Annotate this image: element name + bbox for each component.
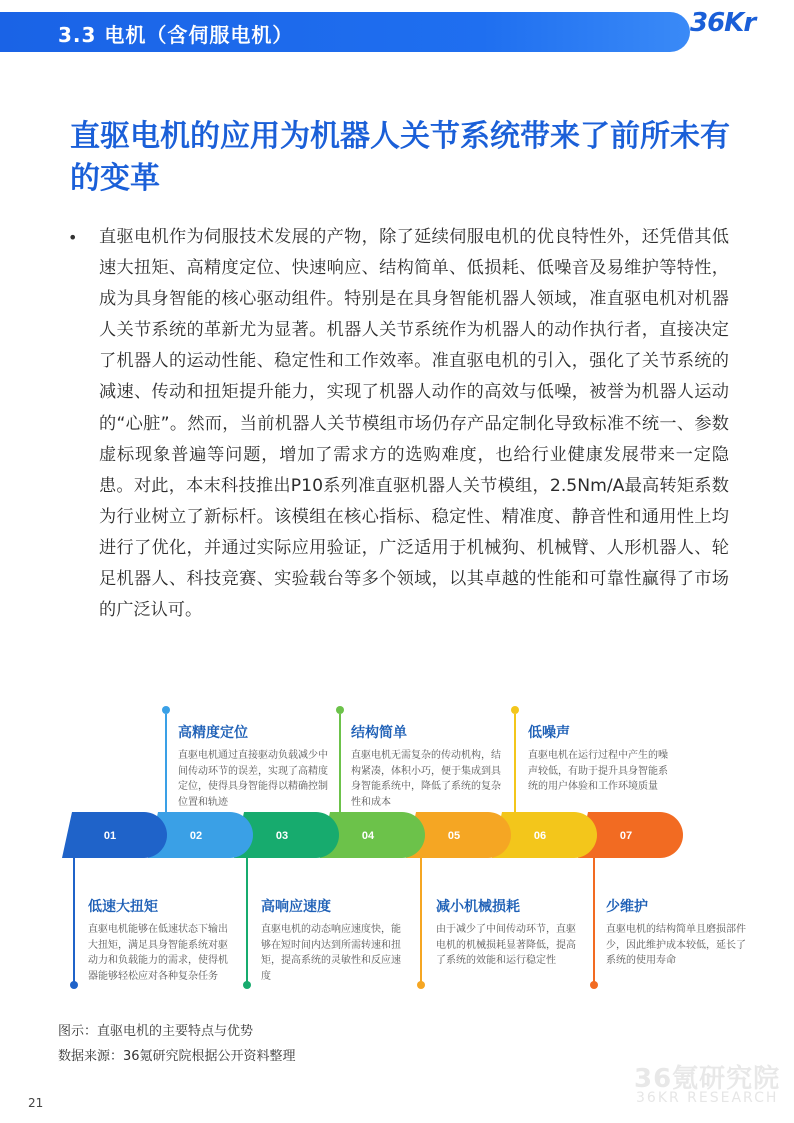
watermark-cn: 36氪研究院 xyxy=(634,1064,781,1094)
feature-low-maintenance xyxy=(606,896,751,969)
feature-title: 高响应速度 xyxy=(261,899,331,915)
body-paragraph: 直驱电机作为伺服技术发展的产物，除了延续伺服电机的优良特性外，还凭借其低速大扭矩、高精度定位、快速响应、结构简单、低损耗、低噪音及易维护等特性，成为具身智能的核心驱动组件。特别是在具身智能机器人领域，准直驱电机对机器人关节系统的革新尤为显著。机器人关节系统作为机器人的动作执行者，直接决定了机器人的运动性能、稳定性和工作效率。准直驱电机的引入，强化了关节系统的减速、传动和扭矩提升能力，实现了机器人动作的高效与低噪，被誉为机器人运动的“心脏”。然而，当前机器人关节模组市场仍存产品定制化导致标准不统一、参数虚标现象普遍等问题，增加了需求方的选购难度，也给行业健康发展带来一定隐患。对此，本末科技推出P10系列准直驱机器人关节模组，2.5Nm/A最高转矩系数为行业树立了新标杆。该模组在核心指标、稳定性、精准度、静音性和通用性上均进行了优化，并通过实际应用验证，广泛适用于机械狗、机械臂、人形机器人、轮足机器人、科技竞赛、实验载台等多个领域，以其卓越的性能和可靠性赢得了市场的广泛认可。 xyxy=(99,227,729,621)
step-number: 07 xyxy=(619,830,633,842)
feature-low-noise xyxy=(528,722,673,795)
connector-dot xyxy=(511,706,519,714)
feature-title: 低速大扭矩 xyxy=(88,899,158,915)
feature-title: 低噪声 xyxy=(528,725,570,741)
feature-fast-response xyxy=(261,896,406,984)
step-number: 04 xyxy=(361,830,375,842)
connector-dot xyxy=(336,706,344,714)
feature-desc: 直驱电机无需复杂的传动机构，结构紧凑，体积小巧，便于集成到具身智能系统中，降低了系统的复杂性和成本 xyxy=(351,750,501,808)
step-number: 03 xyxy=(275,830,289,842)
bullet-icon: • xyxy=(68,228,78,247)
feature-desc: 直驱电机的结构简单且磨损部件少，因此维护成本较低，延长了系统的使用寿命 xyxy=(606,924,746,966)
step-pill-01 xyxy=(62,812,167,858)
step-number: 01 xyxy=(103,830,117,842)
section-title: 3.3 电机（含伺服电机） xyxy=(58,23,294,47)
step-number: 06 xyxy=(533,830,547,842)
feature-title: 结构简单 xyxy=(351,725,407,741)
page-number: 21 xyxy=(28,1096,44,1110)
feature-title: 高精度定位 xyxy=(178,725,248,741)
connector-dot xyxy=(162,706,170,714)
connector-dot xyxy=(70,981,78,989)
brand-logo: 36Kr xyxy=(690,8,756,38)
step-number: 05 xyxy=(447,830,461,842)
feature-title: 减小机械损耗 xyxy=(436,899,520,915)
feature-high-precision xyxy=(178,722,328,810)
connector-dot xyxy=(590,981,598,989)
feature-desc: 由于减少了中间传动环节，直驱电机的机械损耗显著降低，提高了系统的效能和运行稳定性 xyxy=(436,924,576,966)
feature-desc: 直驱电机能够在低速状态下输出大扭矩，满足具身智能系统对驱动力和负载能力的需求，使得机器能够轻松应对各种复杂任务 xyxy=(88,924,228,982)
feature-simple-structure xyxy=(351,722,501,810)
step-number: 02 xyxy=(189,830,203,842)
figure-caption: 图示：直驱电机的主要特点与优势 xyxy=(58,1024,254,1039)
feature-desc: 直驱电机的动态响应速度快，能够在短时间内达到所需转速和扭矩，提高系统的灵敏性和反应速度 xyxy=(261,924,401,982)
feature-title: 少维护 xyxy=(606,899,648,915)
feature-desc: 直驱电机通过直接驱动负载减少中间传动环节的误差，实现了高精度定位，使得具身智能得以精确控制位置和轨迹 xyxy=(178,750,328,808)
source-caption: 数据来源：36氪研究院根据公开资料整理 xyxy=(58,1049,296,1064)
feature-low-loss xyxy=(436,896,581,969)
watermark-en: 36KR RESEARCH xyxy=(636,1090,779,1106)
feature-low-speed-torque xyxy=(88,896,233,984)
page-title: 直驱电机的应用为机器人关节系统带来了前所未有的变革 xyxy=(70,119,730,196)
connector-dot xyxy=(417,981,425,989)
features-diagram xyxy=(0,700,794,1000)
connector-dot xyxy=(243,981,251,989)
feature-desc: 直驱电机在运行过程中产生的噪声较低，有助于提升具身智能系统的用户体验和工作环境质量 xyxy=(528,750,668,792)
